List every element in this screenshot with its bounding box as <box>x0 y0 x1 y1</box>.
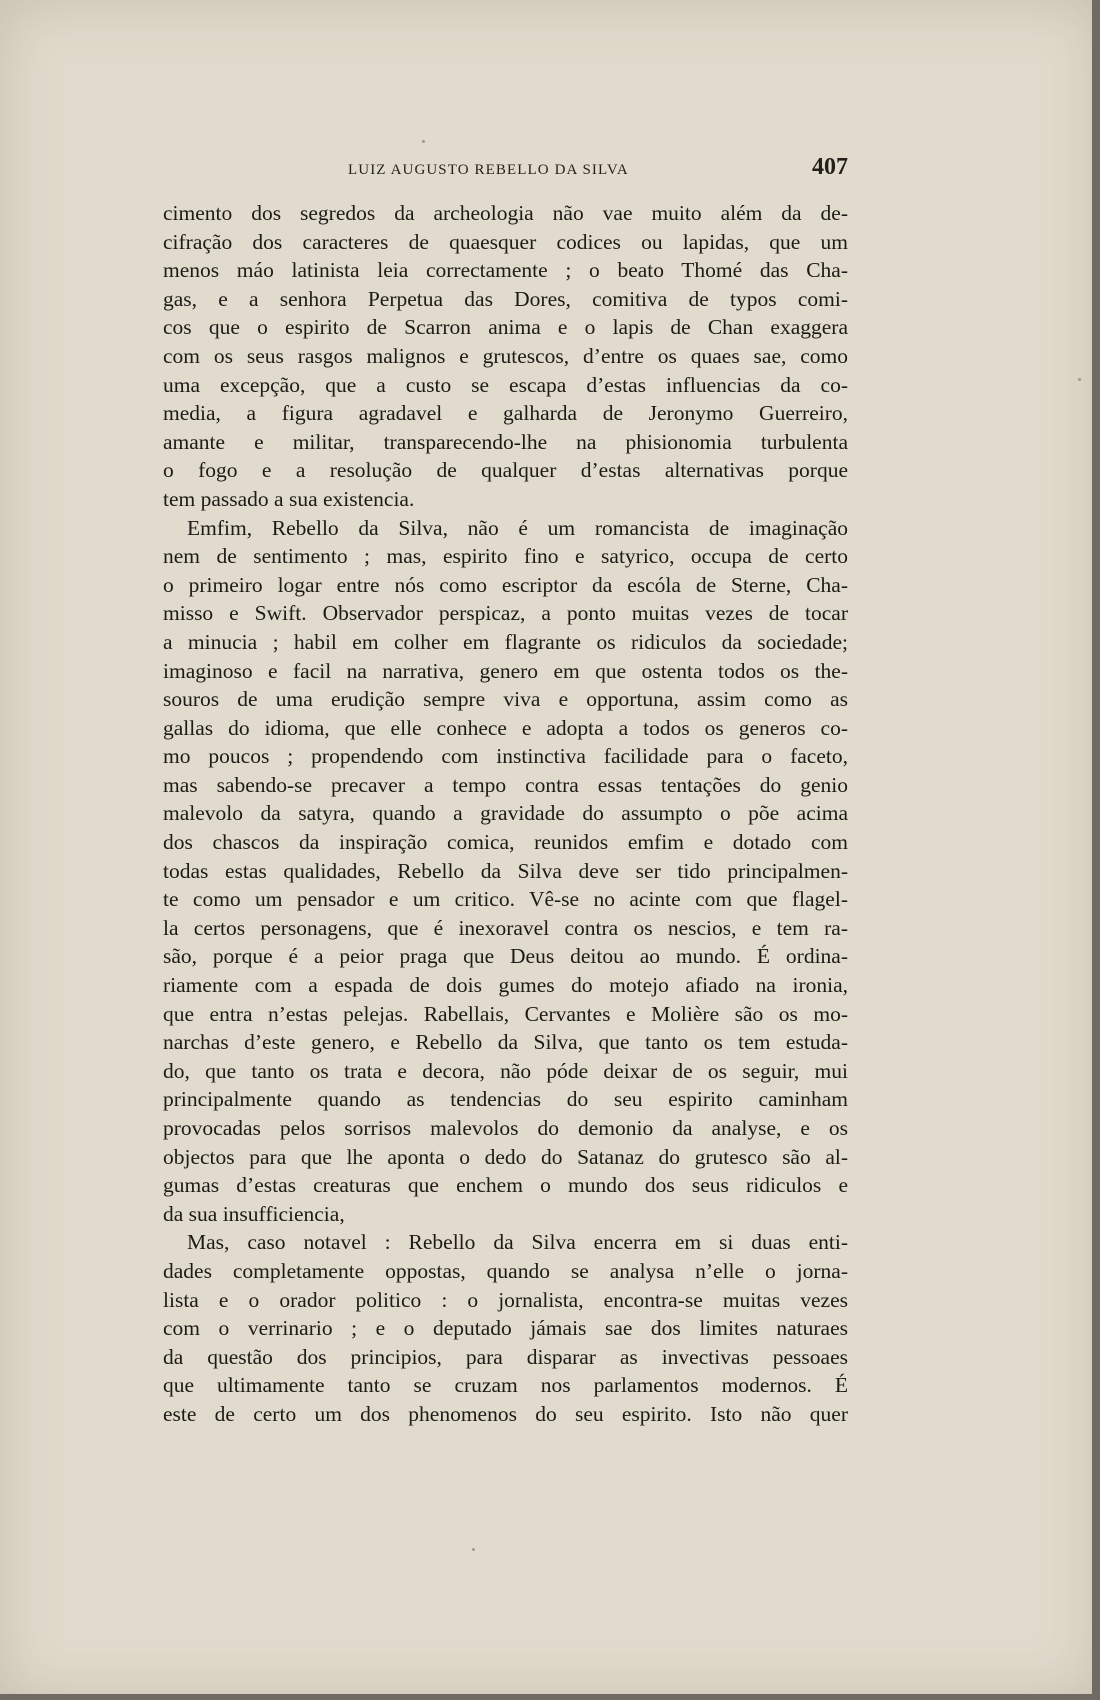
paper-speck <box>1078 378 1081 381</box>
text-line: cimento dos segredos da archeologia não vae muito além da de- <box>163 201 848 225</box>
text-line: Mas, caso notavel : Rebello da Silva encerra em si duas enti- <box>187 1230 848 1255</box>
text-line: misso e Swift. Observador perspicaz, a ponto muitas vezes de tocar <box>163 601 848 626</box>
text-line: com os seus rasgos malignos e grutescos, d’entre os quaes sae, como <box>163 343 848 368</box>
page-edge-right <box>1092 0 1100 1700</box>
text-line: provocadas pelos sorrisos malevolos do demonio da analyse, e os <box>163 1116 848 1140</box>
text-line: gas, e a senhora Perpetua das Dores, comitiva de typos comi- <box>163 286 848 311</box>
running-title: LUIZ AUGUSTO REBELLO DA SILVA <box>348 162 629 178</box>
text-line: gumas d’estas creaturas que enchem o mundo dos seus ridiculos e <box>163 1173 848 1198</box>
text-line: souros de uma erudição sempre viva e opportuna, assim como as <box>163 687 848 712</box>
text-line: dos chascos da inspiração comica, reunidos emfim e dotado com <box>163 830 848 855</box>
text-line: mo poucos ; propendendo com instinctiva facilidade para o faceto, <box>163 744 848 769</box>
text-line: menos máo latinista leia correctamente ; o beato Thomé das Cha- <box>163 258 848 283</box>
text-line: imaginoso e facil na narrativa, genero em que ostenta todos os the- <box>163 658 848 683</box>
page-edge-bottom <box>0 1694 1100 1700</box>
text-line: a minucia ; habil em colher em flagrante os ridiculos da sociedade; <box>163 629 848 654</box>
text-line: da questão dos principios, para disparar as invectivas pessoaes <box>163 1344 848 1369</box>
text-line: uma excepção, que a custo se escapa d’estas influencias da co- <box>163 372 848 397</box>
text-line: Emfim, Rebello da Silva, não é um romancista de imaginação <box>187 515 848 540</box>
text-line: la certos personagens, que é inexoravel contra os nescios, e tem ra- <box>163 915 848 940</box>
text-line: nem de sentimento ; mas, espirito fino e satyrico, occupa de certo <box>163 544 848 569</box>
body-text <box>163 199 848 1429</box>
text-line: gallas do idioma, que elle conhece e adopta a todos os generos co- <box>163 715 848 740</box>
text-line: amante e militar, transparecendo-lhe na phisionomia turbulenta <box>163 429 848 454</box>
text-line: malevolo da satyra, quando a gravidade do assumpto o põe acima <box>163 801 848 826</box>
text-line: objectos para que lhe aponta o dedo do Satanaz do grutesco são al- <box>163 1144 848 1169</box>
text-line: dades completamente oppostas, quando se analysa n’elle o jorna- <box>163 1258 848 1283</box>
text-line: do, que tanto os trata e decora, não póde deixar de os seguir, mui <box>163 1058 848 1083</box>
text-line: são, porque é a peior praga que Deus deitou ao mundo. É ordina- <box>163 944 848 969</box>
text-line: que ultimamente tanto se cruzam nos parlamentos modernos. É <box>163 1373 848 1398</box>
text-line: com o verrinario ; e o deputado jámais sae dos limites naturaes <box>163 1316 848 1341</box>
text-line: media, a figura agradavel e galharda de Jeronymo Guerreiro, <box>163 401 848 426</box>
text-line: o fogo e a resolução de qualquer d’estas alternativas porque <box>163 458 848 483</box>
paper-speck <box>472 1548 475 1551</box>
text-line: o primeiro logar entre nós como escriptor da escóla de Sterne, Cha- <box>163 572 848 597</box>
text-line: da sua insufficiencia, <box>163 1201 345 1226</box>
text-line: cifração dos caracteres de quaesquer codices ou lapidas, que um <box>163 229 848 254</box>
text-line: todas estas qualidades, Rebello da Silva deve ser tido principalmen- <box>163 858 848 883</box>
text-line: principalmente quando as tendencias do seu espirito caminham <box>163 1087 848 1112</box>
text-line: narchas d’este genero, e Rebello da Silva, que tanto os tem estuda- <box>163 1030 848 1055</box>
text-line: cos que o espirito de Scarron anima e o lapis de Chan exaggera <box>163 315 848 340</box>
paper-speck <box>422 140 425 143</box>
text-line: lista e o orador politico : o jornalista, encontra-se muitas vezes <box>163 1287 848 1312</box>
text-line: tem passado a sua existencia. <box>163 486 415 511</box>
text-line: mas sabendo-se precaver a tempo contra essas tentações do genio <box>163 772 848 797</box>
page-number: 407 <box>812 154 848 180</box>
text-line: riamente com a espada de dois gumes do motejo afiado na ironia, <box>163 973 848 998</box>
text-line: te como um pensador e um critico. Vê-se no acinte com que flagel- <box>163 887 848 912</box>
text-line: este de certo um dos phenomenos do seu espirito. Isto não quer <box>163 1401 848 1426</box>
text-line: que entra n’estas pelejas. Rabellais, Cervantes e Molière são os mo- <box>163 1001 848 1026</box>
running-header <box>163 154 848 188</box>
